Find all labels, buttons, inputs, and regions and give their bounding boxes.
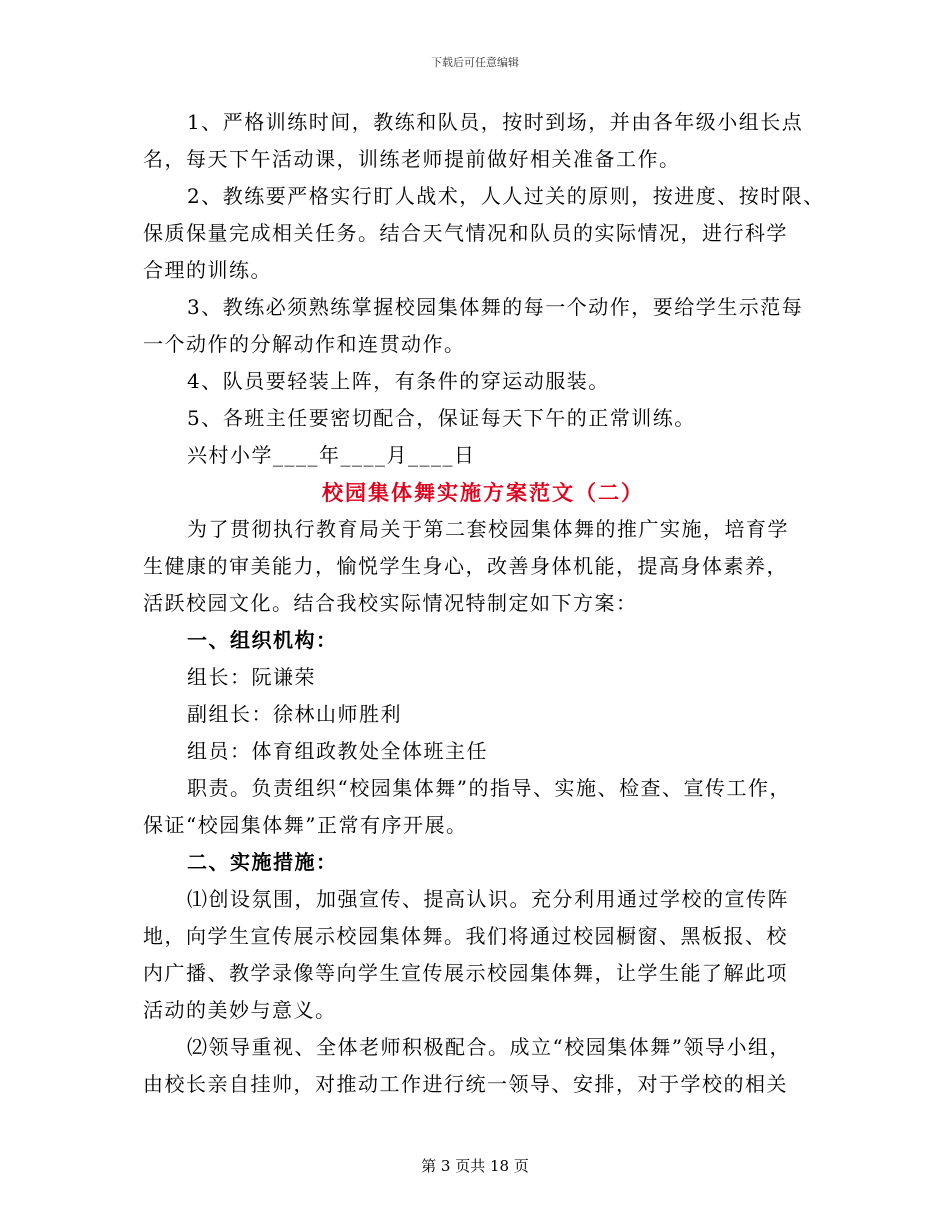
paragraph-line: 组长：阮谦荣 (187, 665, 316, 689)
paragraph-line: 由校长亲自挂帅，对推动工作进行统一领导、安排，对于学校的相关 (143, 1072, 788, 1096)
paragraph-line: ⑴创设氛围，加强宣传、提高认识。充分利用通过学校的宣传阵 (187, 887, 789, 911)
paragraph-line: 合理的训练。 (143, 258, 272, 282)
paragraph-line: 为了贯彻执行教育局关于第二套校园集体舞的推广实施，培育学 (187, 517, 789, 541)
paragraph-line: 一个动作的分解动作和连贯动作。 (143, 332, 466, 356)
section-title: 校园集体舞实施方案范文（二） (322, 480, 644, 505)
signature-date-line: 兴村小学____年____月____日 (187, 443, 476, 467)
section-heading: 二、实施措施： (187, 850, 338, 874)
paragraph-line: 内广播、教学录像等向学生宣传展示校园集体舞，让学生能了解此项 (143, 961, 788, 985)
paragraph-line: 地，向学生宣传展示校园集体舞。我们将通过校园橱窗、黑板报、校 (143, 924, 788, 948)
paragraph-line: ⑵领导重视、全体老师积极配合。成立“校园集体舞”领导小组， (187, 1035, 791, 1059)
paragraph-line: 3、教练必须熟练掌握校园集体舞的每一个动作，要给学生示范每 (187, 295, 804, 319)
paragraph-line: 职责。负责组织“校园集体舞”的指导、实施、检查、宣传工作， (187, 776, 791, 800)
paragraph-line: 名，每天下午活动课，训练老师提前做好相关准备工作。 (143, 147, 681, 171)
paragraph-line: 4、队员要轻装上阵，有条件的穿运动服装。 (187, 369, 610, 393)
page-header: 下载后可任意编辑 (431, 56, 519, 69)
paragraph-line: 副组长：徐林山师胜利 (187, 702, 402, 726)
document-body (143, 104, 823, 1103)
paragraph-line: 保证“校园集体舞”正常有序开展。 (143, 813, 468, 837)
paragraph-line: 保质保量完成相关任务。结合天气情况和队员的实际情况，进行科学 (143, 221, 788, 245)
paragraph-line: 活动的美妙与意义。 (143, 998, 337, 1022)
page-footer: 第 3 页共 18 页 (421, 1157, 529, 1175)
paragraph-line: 1、严格训练时间，教练和队员，按时到场，并由各年级小组长点 (187, 110, 804, 134)
paragraph-line: 2、教练要严格实行盯人战术，人人过关的原则，按进度、按时限、 (187, 184, 825, 208)
paragraph-line: 组员：体育组政教处全体班主任 (187, 739, 488, 763)
paragraph-line: 5、各班主任要密切配合，保证每天下午的正常训练。 (187, 406, 696, 430)
section-heading: 一、组织机构： (187, 628, 338, 652)
paragraph-line: 生健康的审美能力，愉悦学生身心，改善身体机能，提高身体素养， (143, 554, 788, 578)
paragraph-line: 活跃校园文化。结合我校实际情况特制定如下方案： (143, 591, 638, 615)
